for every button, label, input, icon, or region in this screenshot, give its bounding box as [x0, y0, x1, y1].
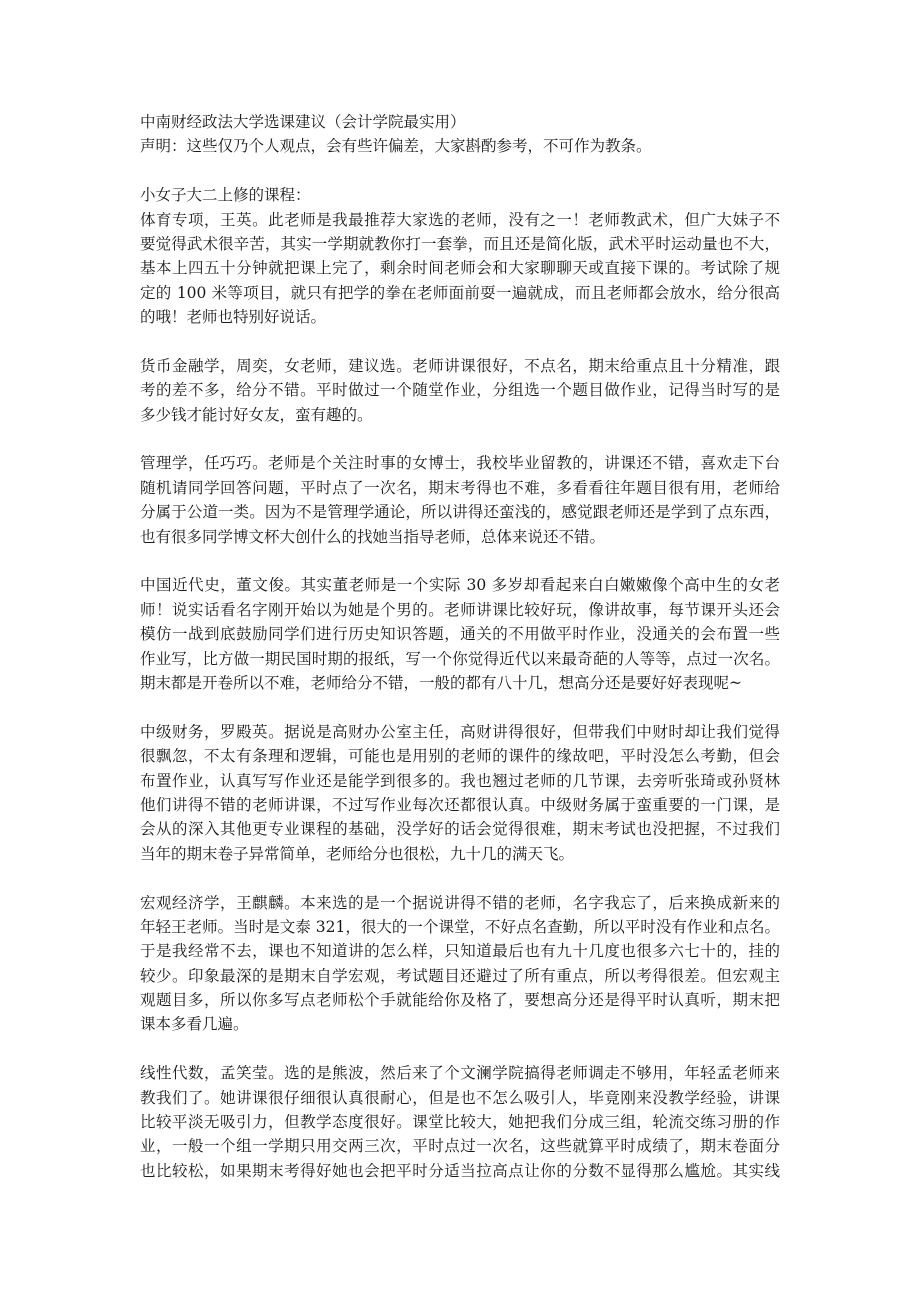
paragraph-line: 要觉得武术很辛苦，其实一学期就教你打一套拳，而且还是简化版，武术平时运动量也不大， [140, 234, 780, 253]
paragraph-line: 也比较松，如果期末考得好她也会把平时分适当拉高点让你的分数不显得那么尴尬。其实线 [140, 1161, 780, 1180]
paragraph-line: 年轻王老师。当时是文泰 321，很大的一个课堂，不好点名查勤，所以平时没有作业和点名。 [140, 917, 780, 936]
paragraph-line: 基本上四五十分钟就把课上完了，剩余时间老师会和大家聊聊天或直接下课的。考试除了规 [140, 259, 780, 278]
paragraph-line: 很飘忽，不太有条理和逻辑，可能也是用别的老师的课件的缘故吧，平时没怎么考勤，但会 [140, 747, 780, 766]
paragraph-line: 布置作业，认真写写作业还是能学到很多的。我也翘过老师的几节课，去旁听张琦或孙贤林 [140, 771, 780, 790]
paragraph-line: 分属于公道一类。因为不是管理学通论，所以讲得还蛮浅的，感觉跟老师还是学到了点东西， [140, 503, 780, 522]
paragraph-line: 师！说实话看名字刚开始以为她是个男的。老师讲课比较好玩，像讲故事，每节课开头还会 [140, 600, 780, 619]
paragraph-line: 模仿一战到底鼓励同学们进行历史知识答题，通关的不用做平时作业，没通关的会布置一些 [140, 625, 780, 644]
paragraph-line: 的哦！老师也特别好说话。 [140, 308, 327, 327]
paragraph-line: 期末都是开卷所以不难，老师给分不错，一般的都有八十几，想高分还是要好好表现呢~ [140, 673, 742, 692]
paragraph-line: 考的差不多，给分不错。平时做过一个随堂作业，分组选一个题目做作业，记得当时写的是 [140, 381, 780, 400]
paragraph-line: 会从的深入其他更专业课程的基础，没学好的话会觉得很难，期末考试也没把握，不过我们 [140, 820, 780, 839]
paragraph-line: 比较平淡无吸引力，但教学态度很好。课堂比较大，她把我们分成三组，轮流交练习册的作 [140, 1113, 780, 1132]
paragraph-line: 定的 100 米等项目，就只有把学的拳在老师面前耍一遍就成，而且老师都会放水，给分很高 [140, 283, 780, 302]
paragraph-line: 宏观经济学，王麒麟。本来选的是一个据说讲得不错的老师，名字我忘了，后来换成新来的 [140, 893, 780, 912]
paragraph-macroeconomics [140, 891, 780, 1037]
spacer [140, 330, 780, 354]
spacer [140, 866, 780, 890]
paragraph-line: 当年的期末卷子异常简单，老师给分也很松，九十几的满天飞。 [140, 844, 575, 863]
paragraph-line: 观题目多，所以你多写点老师松个手就能给你及格了，要想高分还是得平时认真听，期末把 [140, 991, 780, 1010]
intro-line: 小女子大二上修的课程： [140, 186, 311, 205]
spacer [140, 549, 780, 573]
paragraph-linear-algebra [140, 1061, 780, 1183]
paragraph-line: 随机请同学回答问题，平时点了一次名，期末考得也不难，多看看往年题目很有用，老师给 [140, 478, 780, 497]
spacer [140, 159, 780, 183]
paragraph-sports [140, 208, 780, 330]
paragraph-line: 课本多看几遍。 [140, 1015, 249, 1034]
paragraph-management [140, 451, 780, 549]
paragraph-line: 中国近代史，董文俊。其实董老师是一个实际 30 多岁却看起来白白嫩嫩像个高中生的女老 [140, 576, 780, 595]
paragraph-line: 管理学，任巧巧。老师是个关注时事的女博士，我校毕业留教的，讲课还不错，喜欢走下台 [140, 454, 780, 473]
spacer [140, 1037, 780, 1061]
paragraph-line: 多少钱才能讨好女友，蛮有趣的。 [140, 405, 373, 424]
paragraph-line: 体育专项，王英。此老师是我最推荐大家选的老师，没有之一！老师教武术，但广大妹子不 [140, 210, 780, 229]
paragraph-line: 作业写，比方做一期民国时期的报纸，写一个你觉得近代以来最奇葩的人等等，点过一次名。 [140, 649, 780, 668]
paragraph-line: 教我们了。她讲课很仔细很认真很耐心，但是也不怎么吸引人，毕竟刚来没教学经验，讲课 [140, 1088, 780, 1107]
paragraph-line: 货币金融学，周奕，女老师，建议选。老师讲课很好，不点名，期末给重点且十分精准，跟 [140, 356, 780, 375]
paragraph-modern-history [140, 573, 780, 695]
paragraph-intermediate-accounting [140, 720, 780, 866]
paragraph-line: 于是我经常不去，课也不知道讲的怎么样，只知道最后也有九十几度也很多六七十的，挂的 [140, 942, 780, 961]
paragraph-line: 中级财务，罗殿英。据说是高财办公室主任，高财讲得很好，但带我们中财时却让我们觉得 [140, 722, 780, 741]
paragraph-line: 较少。印象最深的是期末自学宏观，考试题目还避过了所有重点，所以考得很差。但宏观主 [140, 966, 780, 985]
paragraph-line: 线性代数，孟笑莹。选的是熊波，然后来了个文澜学院搞得老师调走不够用，年轻孟老师来 [140, 1064, 780, 1083]
paragraph-line: 业，一般一个组一学期只用交两三次，平时点过一次名，这些就算平时成绩了，期末卷面分 [140, 1137, 780, 1156]
document-page [140, 110, 780, 1183]
paragraph-line: 也有很多同学博文杯大创什么的找她当指导老师，总体来说还不错。 [140, 527, 606, 546]
spacer [140, 695, 780, 719]
paragraph-monetary-finance [140, 354, 780, 427]
document-statement: 声明：这些仅乃个人观点，会有些许偏差，大家斟酌参考，不可作为教条。 [140, 137, 652, 156]
document-title: 中南财经政法大学选课建议（会计学院最实用） [140, 113, 466, 131]
paragraph-line: 他们讲得不错的老师讲课，不过写作业每次还都很认真。中级财务属于蛮重要的一门课，是 [140, 795, 780, 814]
spacer [140, 427, 780, 451]
